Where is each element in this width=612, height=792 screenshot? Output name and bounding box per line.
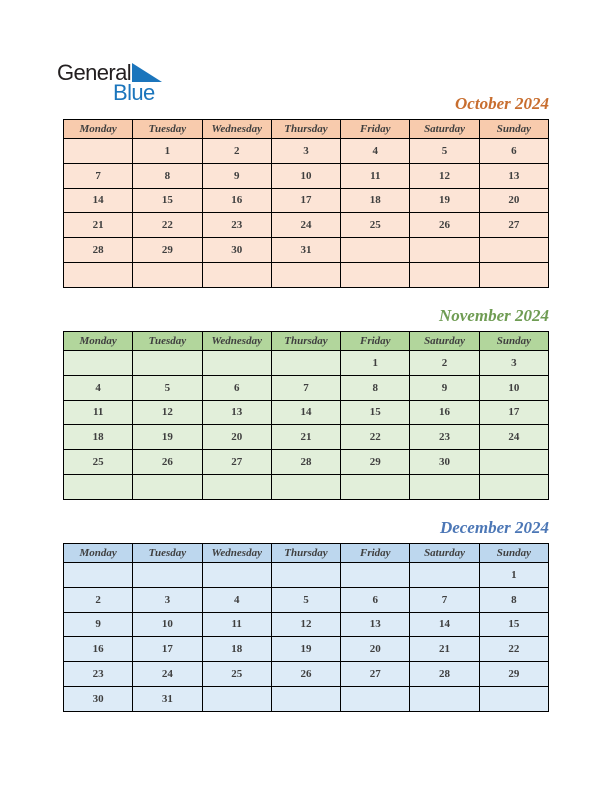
day-header-friday: Friday	[341, 544, 410, 563]
day-cell: 28	[64, 238, 133, 263]
day-cell: 31	[271, 238, 340, 263]
empty-day-cell	[410, 238, 479, 263]
day-cell: 17	[479, 400, 548, 425]
day-cell: 11	[64, 400, 133, 425]
day-header-sunday: Sunday	[479, 544, 548, 563]
day-cell: 3	[133, 587, 202, 612]
day-cell: 8	[341, 375, 410, 400]
day-header-monday: Monday	[64, 332, 133, 351]
day-cell: 10	[479, 375, 548, 400]
empty-day-cell	[133, 351, 202, 376]
empty-day-cell	[479, 450, 548, 475]
day-cell: 25	[64, 450, 133, 475]
day-cell: 23	[64, 662, 133, 687]
day-header-wednesday: Wednesday	[202, 544, 271, 563]
day-cell: 21	[271, 425, 340, 450]
calendar-table-december	[63, 543, 549, 712]
day-cell: 10	[271, 163, 340, 188]
week-row	[64, 262, 549, 287]
day-header-sunday: Sunday	[479, 120, 548, 139]
day-cell: 20	[341, 637, 410, 662]
empty-day-cell	[133, 474, 202, 499]
day-header-row	[64, 332, 549, 351]
day-cell: 10	[133, 612, 202, 637]
week-row	[64, 450, 549, 475]
day-cell: 14	[64, 188, 133, 213]
day-cell: 26	[133, 450, 202, 475]
empty-day-cell	[341, 563, 410, 588]
day-cell: 19	[133, 425, 202, 450]
empty-day-cell	[133, 262, 202, 287]
empty-day-cell	[341, 262, 410, 287]
week-row	[64, 474, 549, 499]
calendar-table-november	[63, 331, 549, 500]
month-section-october	[63, 94, 549, 288]
day-cell: 17	[271, 188, 340, 213]
day-header-friday: Friday	[341, 120, 410, 139]
empty-day-cell	[341, 686, 410, 711]
day-cell: 2	[64, 587, 133, 612]
day-cell: 6	[479, 139, 548, 164]
day-cell: 25	[202, 662, 271, 687]
day-cell: 19	[410, 188, 479, 213]
week-row	[64, 163, 549, 188]
month-section-december	[63, 518, 549, 712]
day-cell: 20	[202, 425, 271, 450]
day-cell: 15	[479, 612, 548, 637]
day-header-thursday: Thursday	[271, 120, 340, 139]
day-header-sunday: Sunday	[479, 332, 548, 351]
day-cell: 25	[341, 213, 410, 238]
day-header-saturday: Saturday	[410, 332, 479, 351]
day-cell: 11	[341, 163, 410, 188]
empty-day-cell	[410, 686, 479, 711]
logo-word-blue: Blue	[113, 80, 155, 105]
day-cell: 18	[202, 637, 271, 662]
day-cell: 27	[479, 213, 548, 238]
day-cell: 24	[271, 213, 340, 238]
day-header-row	[64, 544, 549, 563]
day-cell: 16	[410, 400, 479, 425]
day-cell: 27	[202, 450, 271, 475]
empty-day-cell	[64, 474, 133, 499]
week-row	[64, 375, 549, 400]
day-cell: 28	[271, 450, 340, 475]
day-cell: 24	[133, 662, 202, 687]
day-cell: 22	[341, 425, 410, 450]
day-header-friday: Friday	[341, 332, 410, 351]
empty-day-cell	[410, 262, 479, 287]
day-cell: 9	[202, 163, 271, 188]
empty-day-cell	[202, 686, 271, 711]
week-row	[64, 213, 549, 238]
empty-day-cell	[479, 262, 548, 287]
empty-day-cell	[341, 474, 410, 499]
day-cell: 1	[479, 563, 548, 588]
day-cell: 5	[133, 375, 202, 400]
day-cell: 13	[479, 163, 548, 188]
day-cell: 8	[479, 587, 548, 612]
day-header-thursday: Thursday	[271, 332, 340, 351]
empty-day-cell	[271, 563, 340, 588]
day-cell: 16	[64, 637, 133, 662]
calendar-table-october	[63, 119, 549, 288]
day-cell: 1	[133, 139, 202, 164]
week-row	[64, 400, 549, 425]
day-cell: 14	[271, 400, 340, 425]
day-header-monday: Monday	[64, 120, 133, 139]
day-cell: 29	[479, 662, 548, 687]
day-header-monday: Monday	[64, 544, 133, 563]
empty-day-cell	[202, 474, 271, 499]
day-cell: 29	[133, 238, 202, 263]
empty-day-cell	[479, 238, 548, 263]
day-cell: 4	[341, 139, 410, 164]
day-header-saturday: Saturday	[410, 544, 479, 563]
day-cell: 6	[341, 587, 410, 612]
day-cell: 3	[271, 139, 340, 164]
day-header-wednesday: Wednesday	[202, 332, 271, 351]
day-cell: 5	[271, 587, 340, 612]
month-title-october: October 2024	[455, 94, 549, 113]
month-title-november: November 2024	[438, 306, 549, 325]
day-header-thursday: Thursday	[271, 544, 340, 563]
day-cell: 12	[271, 612, 340, 637]
week-row	[64, 425, 549, 450]
day-cell: 2	[202, 139, 271, 164]
empty-day-cell	[479, 686, 548, 711]
week-row	[64, 587, 549, 612]
day-cell: 4	[64, 375, 133, 400]
day-header-row	[64, 120, 549, 139]
day-cell: 27	[341, 662, 410, 687]
day-cell: 5	[410, 139, 479, 164]
day-cell: 28	[410, 662, 479, 687]
empty-day-cell	[202, 262, 271, 287]
day-cell: 30	[410, 450, 479, 475]
day-cell: 3	[479, 351, 548, 376]
day-cell: 13	[202, 400, 271, 425]
day-cell: 24	[479, 425, 548, 450]
day-cell: 22	[479, 637, 548, 662]
week-row	[64, 686, 549, 711]
day-cell: 12	[133, 400, 202, 425]
day-header-tuesday: Tuesday	[133, 544, 202, 563]
empty-day-cell	[64, 262, 133, 287]
day-cell: 23	[202, 213, 271, 238]
month-title-december: December 2024	[439, 518, 549, 537]
empty-day-cell	[410, 474, 479, 499]
day-cell: 18	[341, 188, 410, 213]
day-cell: 29	[341, 450, 410, 475]
day-cell: 7	[64, 163, 133, 188]
day-header-saturday: Saturday	[410, 120, 479, 139]
day-cell: 15	[133, 188, 202, 213]
month-section-november	[63, 306, 549, 500]
day-cell: 23	[410, 425, 479, 450]
day-cell: 20	[479, 188, 548, 213]
day-cell: 17	[133, 637, 202, 662]
day-cell: 14	[410, 612, 479, 637]
empty-day-cell	[341, 238, 410, 263]
day-header-wednesday: Wednesday	[202, 120, 271, 139]
empty-day-cell	[133, 563, 202, 588]
empty-day-cell	[271, 262, 340, 287]
day-cell: 30	[202, 238, 271, 263]
empty-day-cell	[271, 686, 340, 711]
day-cell: 30	[64, 686, 133, 711]
week-row	[64, 612, 549, 637]
day-cell: 11	[202, 612, 271, 637]
day-header-tuesday: Tuesday	[133, 120, 202, 139]
week-row	[64, 139, 549, 164]
day-cell: 22	[133, 213, 202, 238]
empty-day-cell	[64, 351, 133, 376]
day-cell: 9	[64, 612, 133, 637]
day-cell: 16	[202, 188, 271, 213]
empty-day-cell	[202, 351, 271, 376]
day-cell: 15	[341, 400, 410, 425]
week-row	[64, 662, 549, 687]
empty-day-cell	[64, 563, 133, 588]
empty-day-cell	[410, 563, 479, 588]
day-cell: 9	[410, 375, 479, 400]
day-cell: 6	[202, 375, 271, 400]
day-cell: 31	[133, 686, 202, 711]
day-cell: 26	[410, 213, 479, 238]
week-row	[64, 351, 549, 376]
empty-day-cell	[64, 139, 133, 164]
empty-day-cell	[271, 474, 340, 499]
empty-day-cell	[271, 351, 340, 376]
day-cell: 19	[271, 637, 340, 662]
day-cell: 21	[410, 637, 479, 662]
day-cell: 7	[410, 587, 479, 612]
week-row	[64, 563, 549, 588]
week-row	[64, 188, 549, 213]
day-cell: 12	[410, 163, 479, 188]
empty-day-cell	[202, 563, 271, 588]
day-cell: 13	[341, 612, 410, 637]
day-cell: 26	[271, 662, 340, 687]
week-row	[64, 238, 549, 263]
day-cell: 2	[410, 351, 479, 376]
empty-day-cell	[479, 474, 548, 499]
day-cell: 8	[133, 163, 202, 188]
logo-word-general: General	[57, 60, 132, 85]
day-cell: 1	[341, 351, 410, 376]
day-cell: 4	[202, 587, 271, 612]
day-cell: 21	[64, 213, 133, 238]
day-header-tuesday: Tuesday	[133, 332, 202, 351]
day-cell: 18	[64, 425, 133, 450]
day-cell: 7	[271, 375, 340, 400]
week-row	[64, 637, 549, 662]
